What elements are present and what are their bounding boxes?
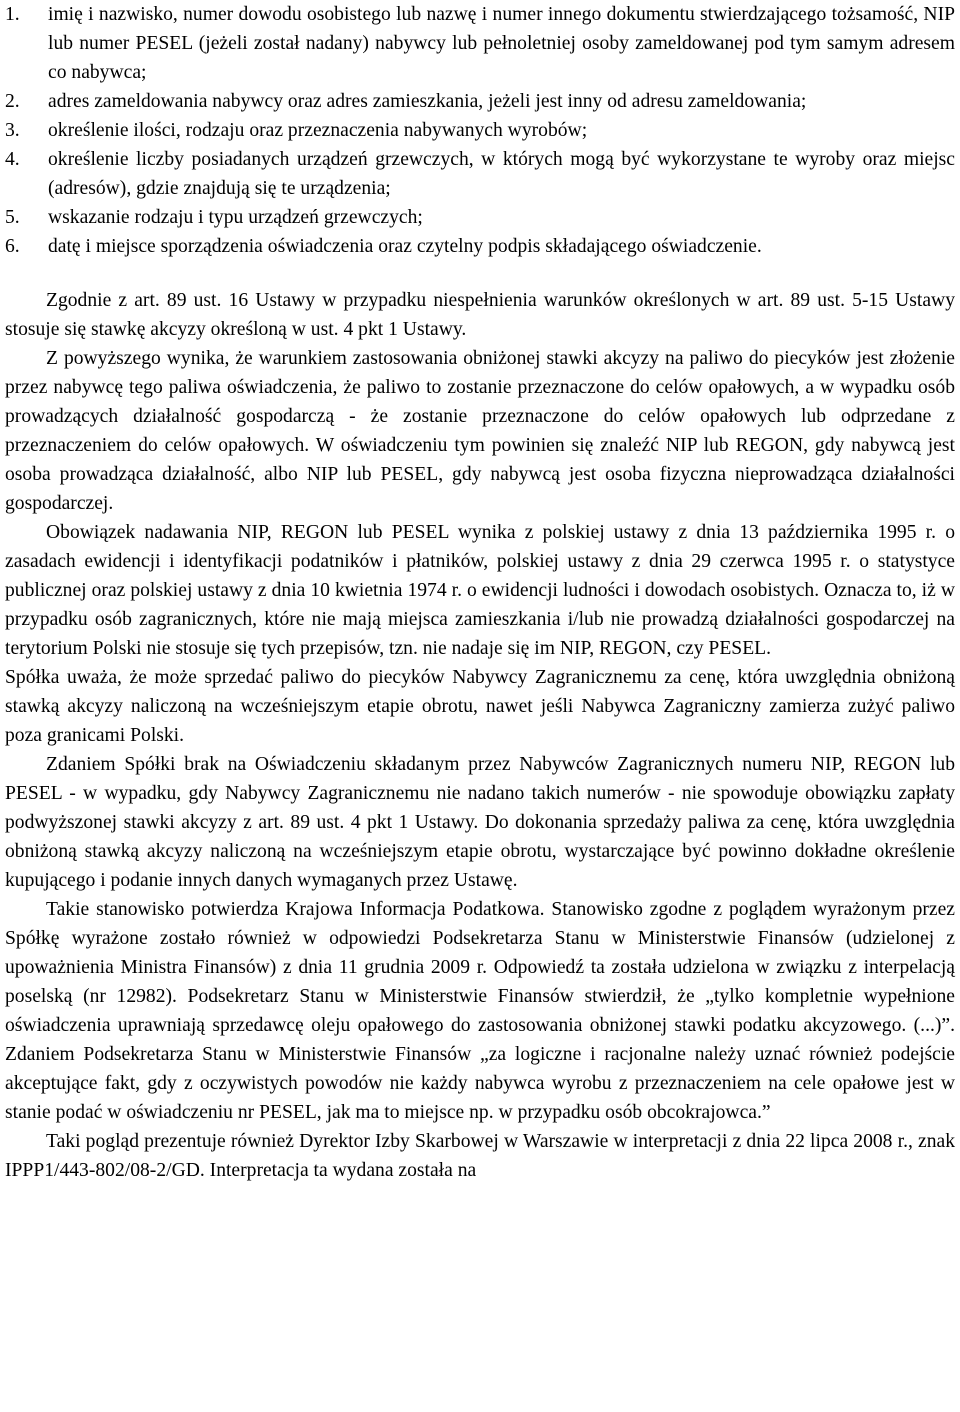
paragraph-conclusion: Z powyższego wynika, że warunkiem zastosowania obniżonej stawki akcyzy na paliwo do piecyków jest złożenie przez nabywcę tego paliwa oświadczenia, że paliwo to zostanie przeznaczone do celów opałowych, a w wypadku osób prowadzących działalność gospodarczą - że zostanie przeznaczone do celów opałowych lub odprzedane z przeznaczeniem do celów opałowych. W oświadczeniu tym powinien się znaleźć NIP lub REGON, gdy nabywcą jest osoba prowadząca działalność, albo NIP lub PESEL, gdy nabywcą jest osoba fizyczna nieprowadząca działalności gospodarczej. [5, 348, 955, 514]
list-item [5, 116, 955, 145]
list-item [5, 0, 955, 87]
list-item-number: 2. [5, 91, 20, 112]
paragraph-company-opinion: Zdaniem Spółki brak na Oświadczeniu składanym przez Nabywców Zagranicznych numeru NIP, REGON lub PESEL - w wypadku, gdy Nabywcy Zagranicznemu nie nadano takich numerów - nie spowoduje obowiązku zapłaty podwyższonej stawki akcyzy z art. 89 ust. 4 pkt 1 Ustawy. Do dokonania sprzedaży paliwa za cenę, która uwzględnia obniżoną stawką akcyzy naliczoną na wcześniejszym etapie obrotu, wystarczające być powinno dokładne określenie kupującego i podanie innych danych wymaganych przez Ustawę. [5, 754, 955, 891]
list-item-text: określenie ilości, rodzaju oraz przeznaczenia nabywanych wyrobów; [48, 120, 588, 141]
list-item-number: 6. [5, 236, 20, 257]
list-item [5, 203, 955, 232]
list-item-text: określenie liczby posiadanych urządzeń grzewczych, w których mogą być wykorzystane te wyroby oraz miejsc (adresów), gdzie znajdują się te urządzenia; [48, 149, 955, 199]
spacer [5, 261, 955, 286]
paragraph-company-view: Spółka uważa, że może sprzedać paliwo do piecyków Nabywcy Zagranicznemu za cenę, która uwzględnia obniżoną stawką akcyzy naliczoną na wcześniejszym etapie obrotu, nawet jeśli Nabywca Zagraniczny zamierza zużyć paliwo poza granicami Polski. [5, 667, 955, 746]
list-item-number: 4. [5, 149, 20, 170]
paragraph-art-89: Zgodnie z art. 89 ust. 16 Ustawy w przypadku niespełnienia warunków określonych w art. 89 ust. 5-15 Ustawy stosuje się stawkę akcyzy określoną w ust. 4 pkt 1 Ustawy. [5, 290, 955, 340]
list-item [5, 232, 955, 261]
list-item-text: datę i miejsce sporządzenia oświadczenia oraz czytelny podpis składającego oświadczenie. [48, 236, 762, 257]
list-item-text: imię i nazwisko, numer dowodu osobistego lub nazwę i numer innego dokumentu stwierdzającego tożsamość, NIP lub numer PESEL (jeżeli został nadany) nabywcy lub pełnoletniej osoby zameldowanej pod tym samym adresem co nabywca; [48, 4, 955, 83]
paragraph-obligation: Obowiązek nadawania NIP, REGON lub PESEL wynika z polskiej ustawy z dnia 13 października 1995 r. o zasadach ewidencji i identyfikacji podatników i płatników, polskiej ustawy z dnia 29 czerwca 1995 r. o statystyce publicznej oraz polskiej ustawy z dnia 10 kwietnia 1974 r. o ewidencji ludności i dowodach osobistych. Oznacza to, iż w przypadku osób zagranicznych, które nie mają miejsca zamieszkania i/lub nie prowadzą działalności gospodarczej na terytorium Polski nie stosuje się tych przepisów, tzn. nie nadaje się im NIP, REGON, czy PESEL. [5, 522, 955, 659]
document-page [5, 0, 955, 1185]
list-item [5, 145, 955, 203]
paragraph-tax-chamber: Taki pogląd prezentuje również Dyrektor Izby Skarbowej w Warszawie w interpretacji z dnia 22 lipca 2008 r., znak IPPP1/443-802/08-2/GD. Interpretacja ta wydana została na [5, 1131, 955, 1181]
list-item-text: adres zameldowania nabywcy oraz adres zamieszkania, jeżeli jest inny od adresu zameldowania; [48, 91, 807, 112]
list-item [5, 87, 955, 116]
list-item-text: wskazanie rodzaju i typu urządzeń grzewczych; [48, 207, 423, 228]
requirements-list [5, 0, 955, 261]
paragraph-tax-information: Takie stanowisko potwierdza Krajowa Informacja Podatkowa. Stanowisko zgodne z poglądem wyrażonym przez Spółkę wyrażone zostało również w odpowiedzi Podsekretarza Stanu w Ministerstwie Finansów (udzielonej z upoważnienia Ministra Finansów) z dnia 11 grudnia 2009 r. Odpowiedź ta została udzielona w związku z interpelacją poselską (nr 12982). Podsekretarz Stanu w Ministerstwie Finansów stwierdził, że „tylko kompletnie wypełnione oświadczenia uprawniają sprzedawcę oleju opałowego do zastosowania obniżonej stawki podatku akcyzowego. (...)”. Zdaniem Podsekretarza Stanu w Ministerstwie Finansów „za logiczne i racjonalne należy uznać również podejście akceptujące fakt, gdy z oczywistych powodów nie każdy nabywca wyrobu z przeznaczeniem na cele opałowe jest w stanie podać w oświadczeniu nr PESEL, jak ma to miejsce np. w przypadku osób obcokrajowca.” [5, 899, 955, 1123]
list-item-number: 5. [5, 207, 20, 228]
list-item-number: 3. [5, 120, 20, 141]
list-item-number: 1. [5, 4, 20, 25]
